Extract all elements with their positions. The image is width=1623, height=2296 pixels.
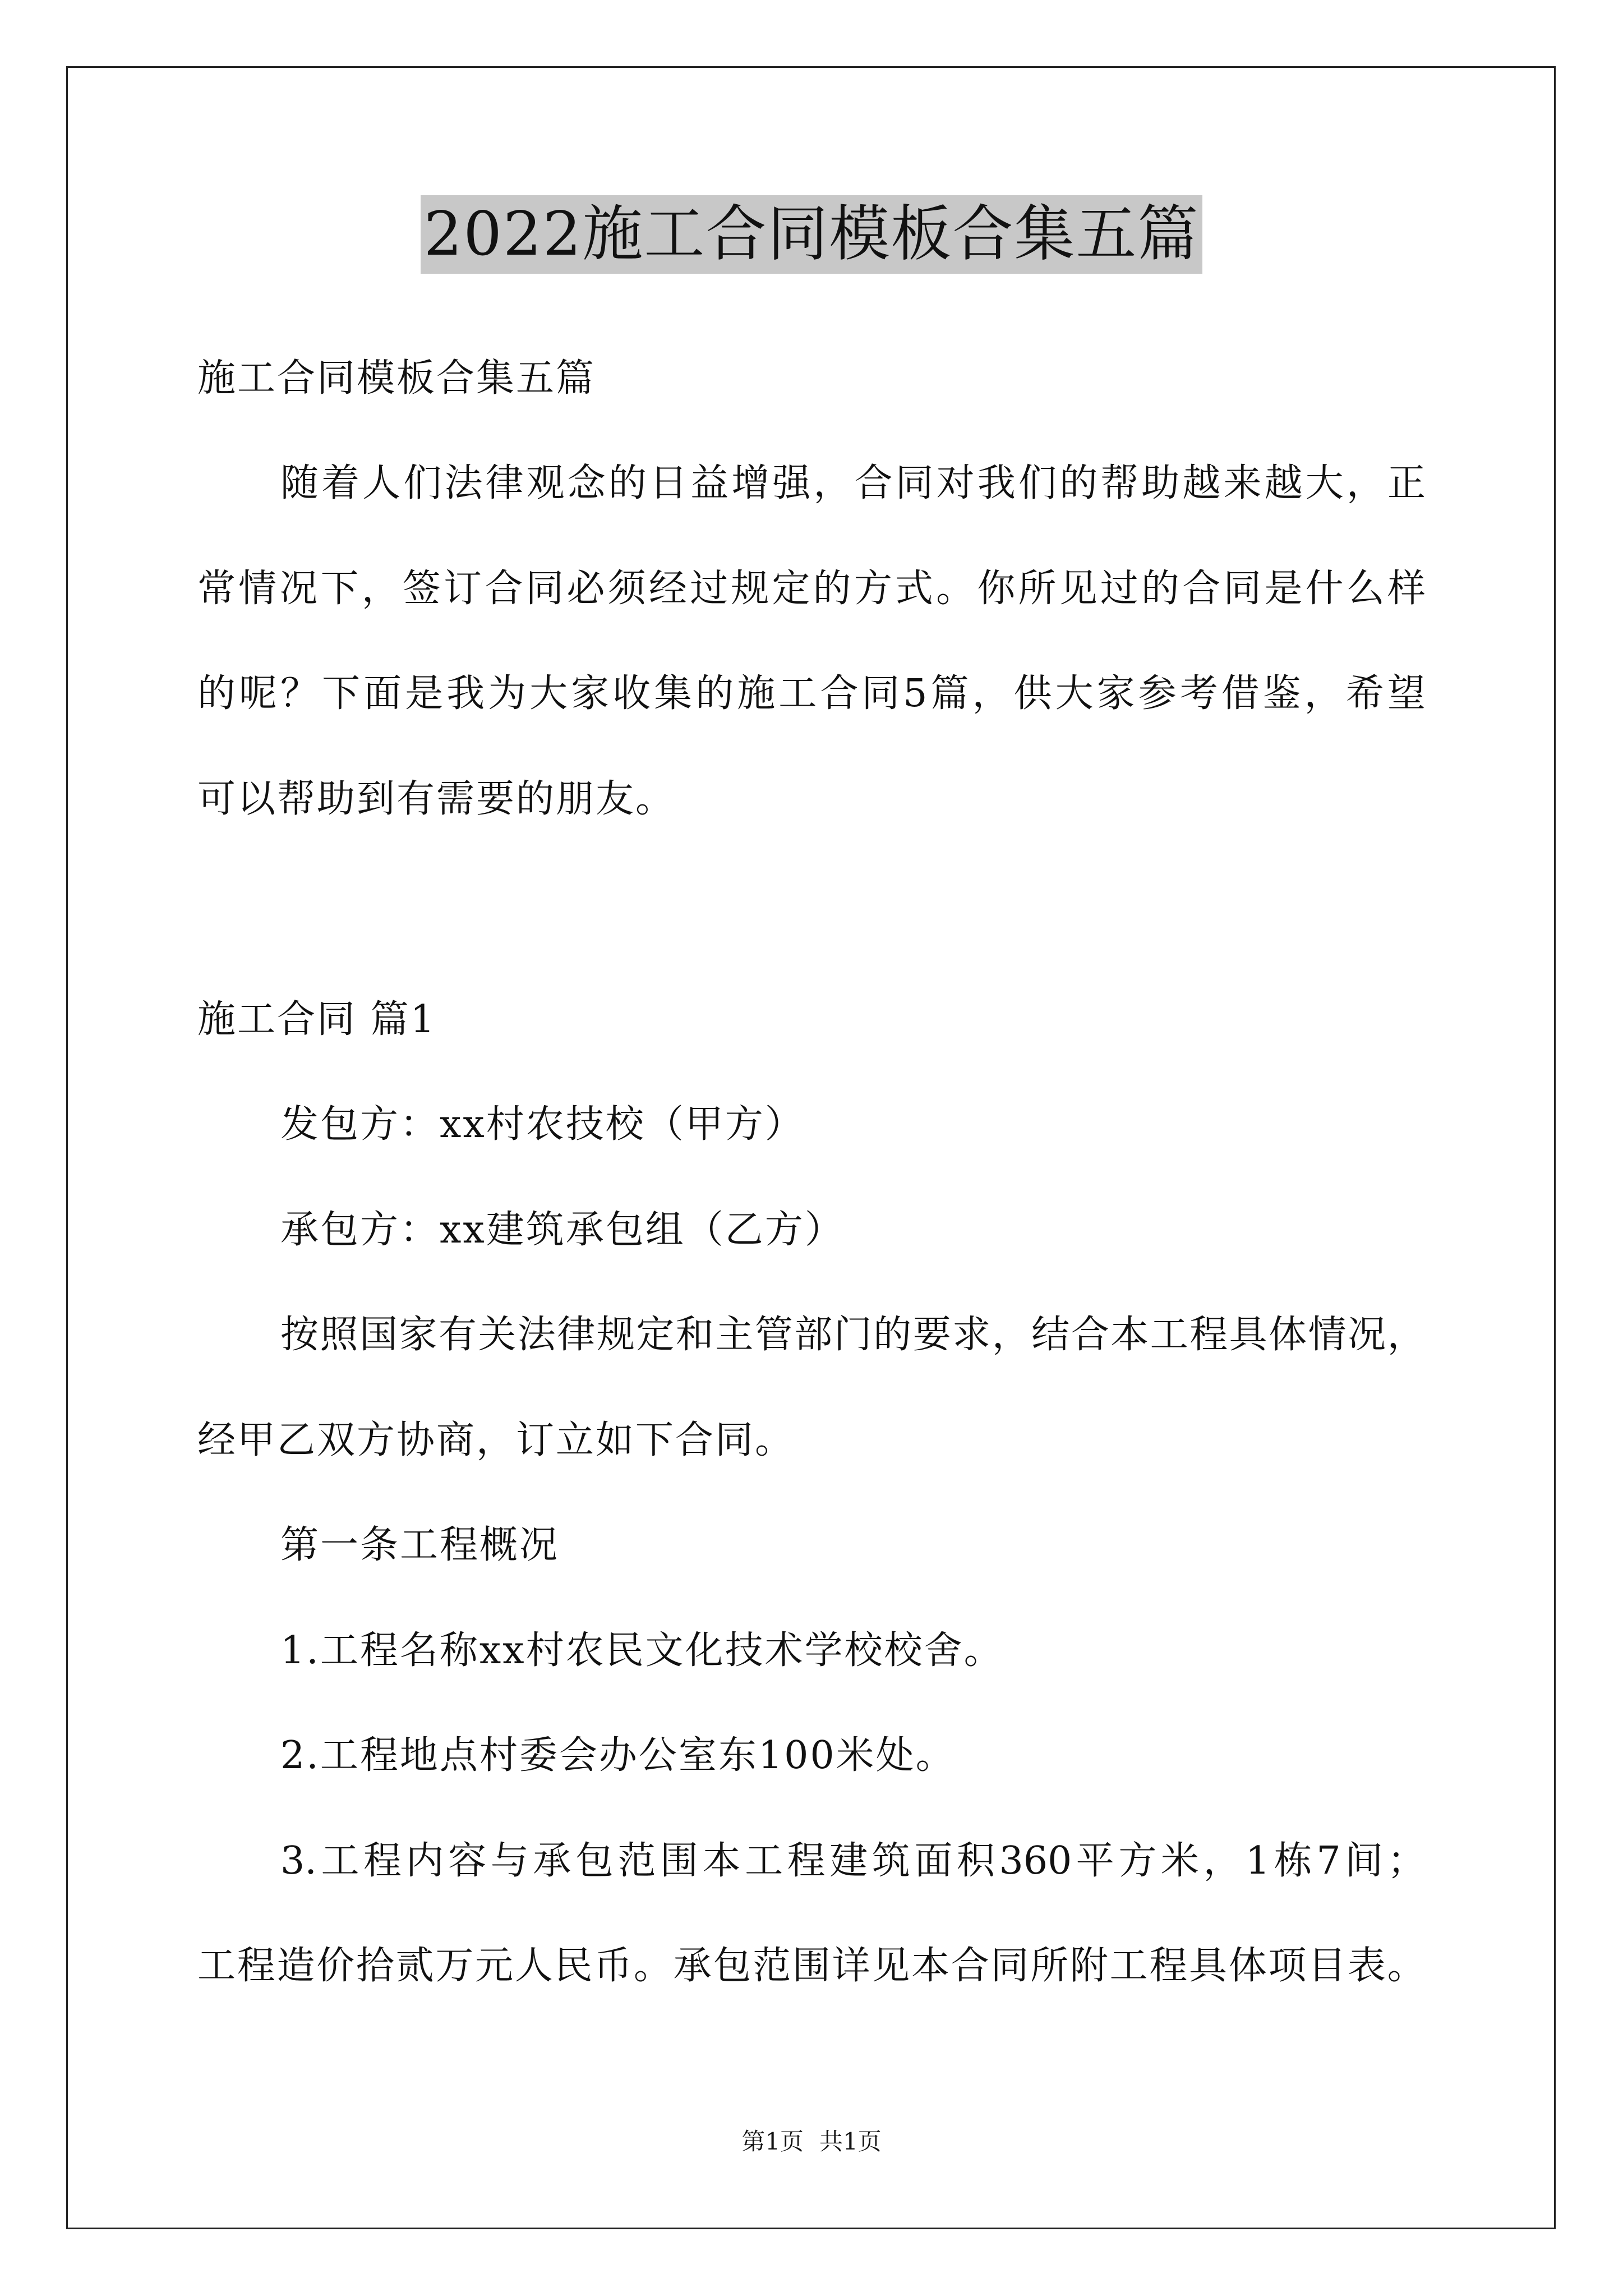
text-glyph: 本 [702,1839,741,1883]
text-glyph: 望 [1387,671,1426,716]
text-glyph: 律 [557,1313,596,1357]
text-glyph: 的 [1141,567,1179,611]
text-glyph: 有 [438,1313,477,1357]
text-glyph: 体 [1269,1313,1307,1357]
text-glyph: 式 [895,567,933,611]
text-glyph: 表 [1347,1944,1386,1988]
item-3-line-2 [197,1941,1426,1991]
text-glyph: 随 [280,461,319,505]
text-glyph: 价 [316,1944,355,1988]
text-glyph: 什 [1305,567,1344,611]
text-glyph: 订 [444,567,482,611]
text-glyph: 主 [715,1313,754,1357]
intro-line-1 [280,458,1426,509]
text-glyph: 民 [554,1944,593,1988]
text-glyph: 本 [911,1944,949,1988]
text-glyph: 须 [607,567,646,611]
text-glyph: 收 [612,671,651,716]
text-glyph: 方 [854,567,892,611]
text-glyph: 范 [753,1944,791,1988]
text-glyph: 体 [1228,1944,1267,1988]
text-glyph: ？ [280,671,319,716]
text-glyph: 助 [1141,461,1180,505]
text-glyph: 强 [772,461,811,505]
text-glyph: 所 [1018,567,1057,611]
text-glyph: 经 [648,567,687,611]
text-glyph: 。 [1387,1944,1426,1988]
document-subtitle: 施工合同模板合集五篇 [197,356,596,401]
text-glyph: 见 [872,1944,910,1988]
text-glyph: 对 [936,461,975,505]
text-glyph: 程 [787,1839,826,1883]
text-glyph: 的 [1059,461,1098,505]
text-glyph: 包 [575,1839,614,1883]
text-glyph: 合 [1071,1313,1109,1357]
text-glyph: 篇 [930,671,969,716]
text-glyph: ， [361,567,400,611]
text-glyph: 我 [977,461,1016,505]
text-glyph: 筑 [872,1839,910,1883]
text-glyph: 是 [405,671,444,716]
text-glyph: 合 [485,567,523,611]
party-b: 承包方：xx建筑承包组（乙方） [280,1208,845,1252]
text-glyph: 积 [956,1839,995,1883]
text-glyph: 必 [566,567,605,611]
text-glyph: 合 [951,1944,989,1988]
text-glyph: 是 [1264,567,1303,611]
text-glyph: ， [1203,1839,1242,1883]
text-glyph: 和 [675,1313,714,1357]
text-glyph: ， [813,461,852,505]
text-glyph: 家 [1096,671,1135,716]
text-glyph: 们 [403,461,442,505]
text-glyph: 的 [873,1313,912,1357]
text-glyph: 结 [1031,1313,1070,1357]
text-glyph: 包 [713,1944,751,1988]
text-glyph: 人 [514,1944,553,1988]
text-glyph: 况 [279,567,318,611]
text-glyph: 具 [1229,1313,1267,1357]
text-glyph: 拾 [356,1944,394,1988]
text-glyph: 观 [526,461,565,505]
intro-line-3-text [197,669,1426,719]
text-glyph: 程 [237,1944,275,1988]
text-glyph: 过 [690,567,728,611]
text-glyph: 承 [533,1839,571,1883]
text-glyph: 承 [673,1944,712,1988]
text-glyph: 情 [238,567,277,611]
text-glyph: 们 [1018,461,1057,505]
document-title: 2022施工合同模板合集五篇 [421,195,1203,274]
text-glyph: 增 [731,461,770,505]
basis-line-2: 经甲乙双方协商，订立如下合同。 [197,1418,795,1462]
basis-line-1-text [280,1310,1426,1360]
text-glyph: 1 [1246,1839,1270,1883]
text-glyph: 照 [320,1313,358,1357]
text-glyph: 越 [1182,461,1221,505]
text-glyph: 项 [1268,1944,1307,1988]
text-glyph: 工 [1109,1944,1148,1988]
text-glyph: ， [1304,671,1343,716]
text-glyph: 国 [359,1313,398,1357]
party-a: 发包方：xx村农技校（甲方） [280,1102,805,1147]
text-glyph: ， [992,1313,1030,1357]
text-glyph: 的 [608,461,647,505]
text-glyph: 越 [1264,461,1303,505]
text-glyph: 程 [1189,1313,1228,1357]
intro-line-3 [197,669,1426,719]
text-glyph: 工 [321,1839,359,1883]
text-glyph: 元 [475,1944,514,1988]
text-glyph: 大 [529,671,568,716]
text-glyph: 间 [1345,1839,1384,1883]
text-glyph: 供 [1013,671,1052,716]
text-glyph: 建 [829,1839,868,1883]
text-glyph: 正 [1387,461,1426,505]
text-glyph: 下 [320,567,359,611]
text-glyph: 工 [778,671,817,716]
text-glyph: 工 [745,1839,783,1883]
item-3-line-2-text [197,1941,1426,1991]
text-glyph: 内 [405,1839,444,1883]
text-glyph: 下 [322,671,361,716]
item-3-line-1 [280,1836,1426,1887]
text-glyph: 律 [485,461,524,505]
text-glyph: 平 [1076,1839,1114,1883]
text-glyph: 360 [999,1839,1072,1883]
text-glyph: 程 [363,1839,402,1883]
text-glyph: 容 [448,1839,487,1883]
text-glyph: 求 [952,1313,991,1357]
title-container [0,195,1623,274]
text-glyph: 定 [636,1313,675,1357]
text-glyph: 关 [478,1313,517,1357]
text-glyph: 5 [903,671,928,716]
text-glyph: 希 [1345,671,1384,716]
text-glyph: 详 [832,1944,870,1988]
text-glyph: 的 [197,671,236,716]
text-glyph: 呢 [239,671,278,716]
text-glyph: 7 [1316,1839,1341,1883]
text-glyph: 所 [1030,1944,1069,1988]
text-glyph: 程 [1149,1944,1188,1988]
text-glyph: 法 [517,1313,556,1357]
text-glyph: 贰 [395,1944,434,1988]
text-glyph: 米 [1160,1839,1199,1883]
item-2: 2.工程地点村委会办公室东100米处。 [280,1733,956,1778]
text-glyph: 参 [1138,671,1177,716]
text-glyph: 过 [1100,567,1138,611]
text-glyph: 鉴 [1262,671,1301,716]
text-glyph: 施 [737,671,776,716]
article-1-heading: 第一条工程概况 [280,1523,560,1567]
text-glyph: 同 [990,1944,1029,1988]
text-glyph: 合 [854,461,893,505]
text-glyph: 本 [1110,1313,1149,1357]
text-glyph: 签 [402,567,441,611]
text-glyph: 考 [1179,671,1218,716]
text-glyph: 人 [362,461,401,505]
text-glyph: 来 [1223,461,1262,505]
text-glyph: 合 [1182,567,1221,611]
intro-line-1-text [280,458,1426,509]
intro-line-2 [197,564,1426,614]
text-glyph: 着 [321,461,360,505]
text-glyph: 目 [1308,1944,1347,1988]
text-glyph: 3. [280,1839,317,1883]
text-glyph: 合 [820,671,859,716]
text-glyph: 家 [399,1313,437,1357]
text-glyph: 。 [936,567,975,611]
text-glyph: 同 [525,567,564,611]
text-glyph: 门 [833,1313,872,1357]
text-glyph: 方 [1118,1839,1157,1883]
text-glyph: 大 [1305,461,1344,505]
text-glyph: ； [1387,1839,1426,1883]
text-glyph: ， [1346,461,1385,505]
text-glyph: 同 [895,461,934,505]
text-glyph: 面 [914,1839,953,1883]
text-glyph: 况 [1348,1313,1386,1357]
text-glyph: 我 [446,671,485,716]
text-glyph: 范 [617,1839,656,1883]
text-glyph: 常 [197,567,236,611]
intro-line-4: 可以帮助到有需要的朋友。 [197,777,676,821]
text-glyph: ， [972,671,1011,716]
text-glyph: 规 [596,1313,635,1357]
text-glyph: 集 [654,671,693,716]
page-total: 共1页 [819,2128,882,2155]
item-1: 1.工程名称xx村农民文化技术学校校舍。 [280,1628,1004,1673]
text-glyph: 日 [649,461,688,505]
text-glyph: ， [1387,1313,1426,1357]
text-glyph: 规 [731,567,769,611]
text-glyph: 围 [792,1944,831,1988]
text-glyph: 万 [435,1944,474,1988]
text-glyph: 样 [1387,567,1426,611]
text-glyph: 家 [571,671,610,716]
text-glyph: 管 [754,1313,793,1357]
text-glyph: 么 [1346,567,1385,611]
text-glyph: 具 [1188,1944,1227,1988]
text-glyph: 同 [1223,567,1262,611]
text-glyph: 借 [1221,671,1260,716]
text-glyph: 部 [794,1313,833,1357]
item-3-line-1-text [280,1836,1426,1887]
text-glyph: 工 [197,1944,236,1988]
text-glyph: 币 [594,1944,633,1988]
text-glyph: 见 [1059,567,1098,611]
text-glyph: 与 [490,1839,529,1883]
section-heading: 施工合同 篇1 [197,997,436,1042]
text-glyph: 的 [695,671,734,716]
text-glyph: 念 [567,461,606,505]
text-glyph: 情 [1308,1313,1347,1357]
text-glyph: 要 [912,1313,951,1357]
text-glyph: 法 [444,461,483,505]
text-glyph: 益 [690,461,729,505]
intro-line-2-text [197,564,1426,614]
text-glyph: 为 [488,671,527,716]
page-number: 第1页 [741,2128,804,2155]
text-glyph: 你 [977,567,1016,611]
text-glyph: 围 [660,1839,698,1883]
text-glyph: 帮 [1100,461,1139,505]
text-glyph: 栋 [1274,1839,1312,1883]
text-glyph: 附 [1069,1944,1108,1988]
text-glyph: 。 [633,1944,672,1988]
text-glyph: 同 [861,671,900,716]
text-glyph: 面 [363,671,402,716]
text-glyph: 的 [813,567,851,611]
text-glyph: 定 [772,567,810,611]
page-footer [0,2126,1623,2157]
basis-line-1 [280,1310,1426,1360]
text-glyph: 按 [280,1313,319,1357]
text-glyph: 造 [276,1944,315,1988]
text-glyph: 工 [1150,1313,1188,1357]
text-glyph: 大 [1055,671,1094,716]
